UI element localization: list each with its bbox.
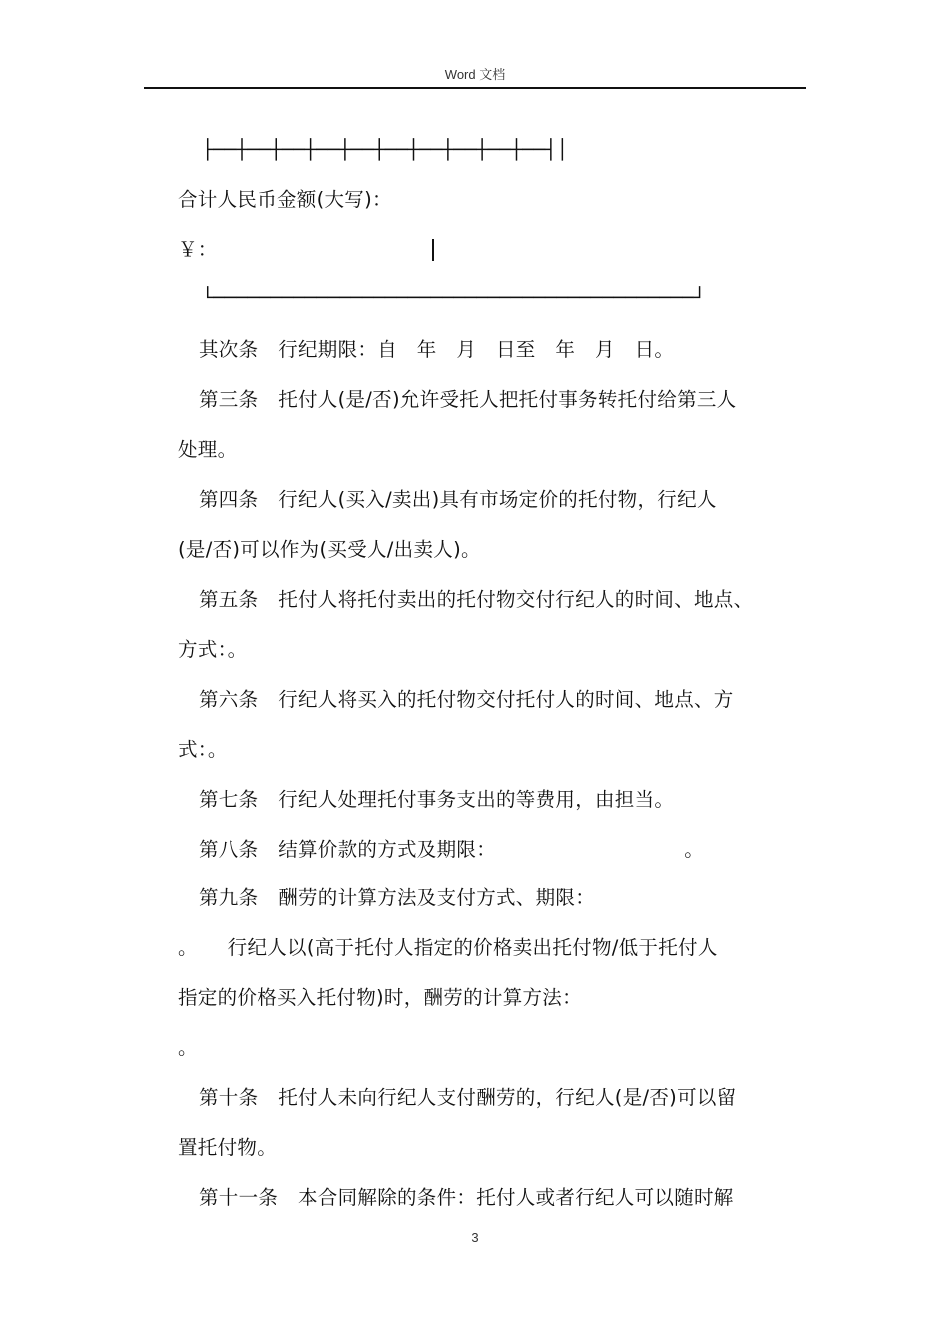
page-header: Word 文档 [444,67,506,82]
yuan-amount-label: ￥： [178,238,218,261]
table-bottom-row: └──────────────────────────────────────────┘ [202,287,706,309]
article-3-cont: 处理。 [178,438,238,461]
article-10-cont: 置托付物。 [178,1136,278,1159]
article-6-cont: 式：。 [178,738,228,761]
article-9-cont: 。 行纪人以(高于托付人指定的价格卖出托付物/低于托付人 [178,936,718,959]
article-5: 第五条 托付人将托付卖出的托付物交付行纪人的时间、地点、 [199,588,754,611]
article-4-cont: (是/否)可以作为(买受人/出卖人)。 [178,538,481,561]
total-amount-label: 合计人民币金额(大写)： [178,188,392,211]
article-5-cont: 方式：。 [178,638,248,661]
article-11: 第十一条 本合同解除的条件：托付人或者行纪人可以随时解 [199,1186,734,1209]
article-7: 第七条 行纪人处理托付事务支出的等费用，由担当。 [199,788,675,811]
article-2: 其次条 行纪期限：自 年 月 日至 年 月 日。 [199,338,675,361]
table-vertical-divider [432,239,434,261]
article-6: 第六条 行纪人将买入的托付物交付托付人的时间、地点、方 [199,688,734,711]
article-10: 第十条 托付人未向行纪人支付酬劳的，行纪人(是/否)可以留 [199,1086,737,1109]
article-9-cont-3: 。 [178,1036,198,1059]
article-4: 第四条 行纪人(买入/卖出)具有市场定价的托付物，行纪人 [199,488,717,511]
table-tick-row: ├──┼──┼──┼──┼──┼──┼──┼──┼──┼──┤│ [202,139,569,161]
header-divider [144,87,806,89]
article-9-cont-2: 指定的价格买入托付物)时，酬劳的计算方法： [178,986,582,1009]
article-3: 第三条 托付人(是/否)允许受托人把托付事务转托付给第三人 [199,388,737,411]
article-8: 第八条 结算价款的方式及期限： 。 [199,838,705,861]
article-9: 第九条 酬劳的计算方法及支付方式、期限： [199,886,596,909]
page-number: 3 [471,1230,479,1245]
